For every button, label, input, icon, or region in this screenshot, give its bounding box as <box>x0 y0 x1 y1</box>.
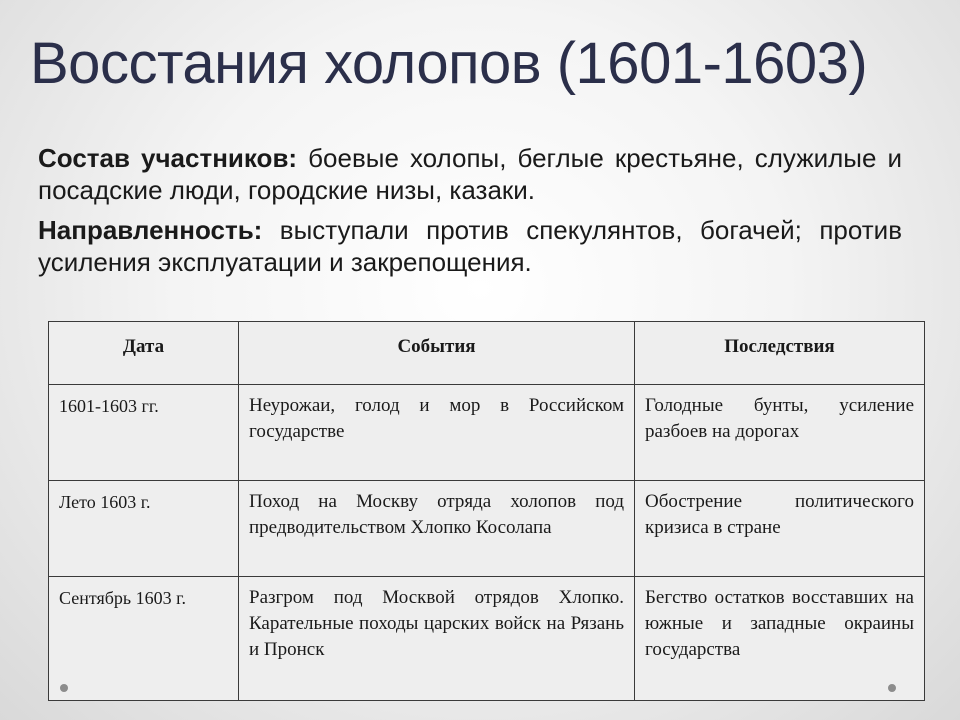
decorative-dot-left <box>60 684 68 692</box>
participants-paragraph <box>38 142 902 206</box>
cell-date: Сентябрь 1603 г. <box>49 577 239 701</box>
cell-consequence: Обострение политического кризиса в стране <box>635 481 925 577</box>
cell-event: Разгром под Москвой отрядов Хлопко. Карательные походы царских войск на Рязань и Пронск <box>239 577 635 701</box>
direction-paragraph <box>38 214 902 278</box>
table-header-row <box>49 322 925 385</box>
cell-consequence: Бегство остатков восставших на южные и западные окраины государства <box>635 577 925 701</box>
direction-label: Направленность: <box>38 215 263 245</box>
direction-text: выступали против спекулянтов, богачей; против усиления эксплуатации и закрепощения. <box>38 215 902 277</box>
cell-event: Поход на Москву отряда холопов под предводительством Хлопко Косолапа <box>239 481 635 577</box>
header-events: События <box>239 322 635 385</box>
cell-date: 1601-1603 гг. <box>49 385 239 481</box>
cell-event: Неурожаи, голод и мор в Российском государстве <box>239 385 635 481</box>
cell-consequence: Голодные бунты, усиление разбоев на дорогах <box>635 385 925 481</box>
header-date: Дата <box>49 322 239 385</box>
header-consequences: Последствия <box>635 322 925 385</box>
slide-body <box>38 142 902 286</box>
table-row <box>49 481 925 577</box>
table-row <box>49 577 925 701</box>
cell-date: Лето 1603 г. <box>49 481 239 577</box>
participants-label: Состав участников: <box>38 143 298 173</box>
table-row <box>49 385 925 481</box>
events-table <box>48 321 925 701</box>
participants-text: боевые холопы, беглые крестьяне, служилые и посадские люди, городские низы, казаки. <box>38 143 902 205</box>
decorative-dot-right <box>888 684 896 692</box>
slide-title: Восстания холопов (1601-1603) <box>30 31 868 96</box>
